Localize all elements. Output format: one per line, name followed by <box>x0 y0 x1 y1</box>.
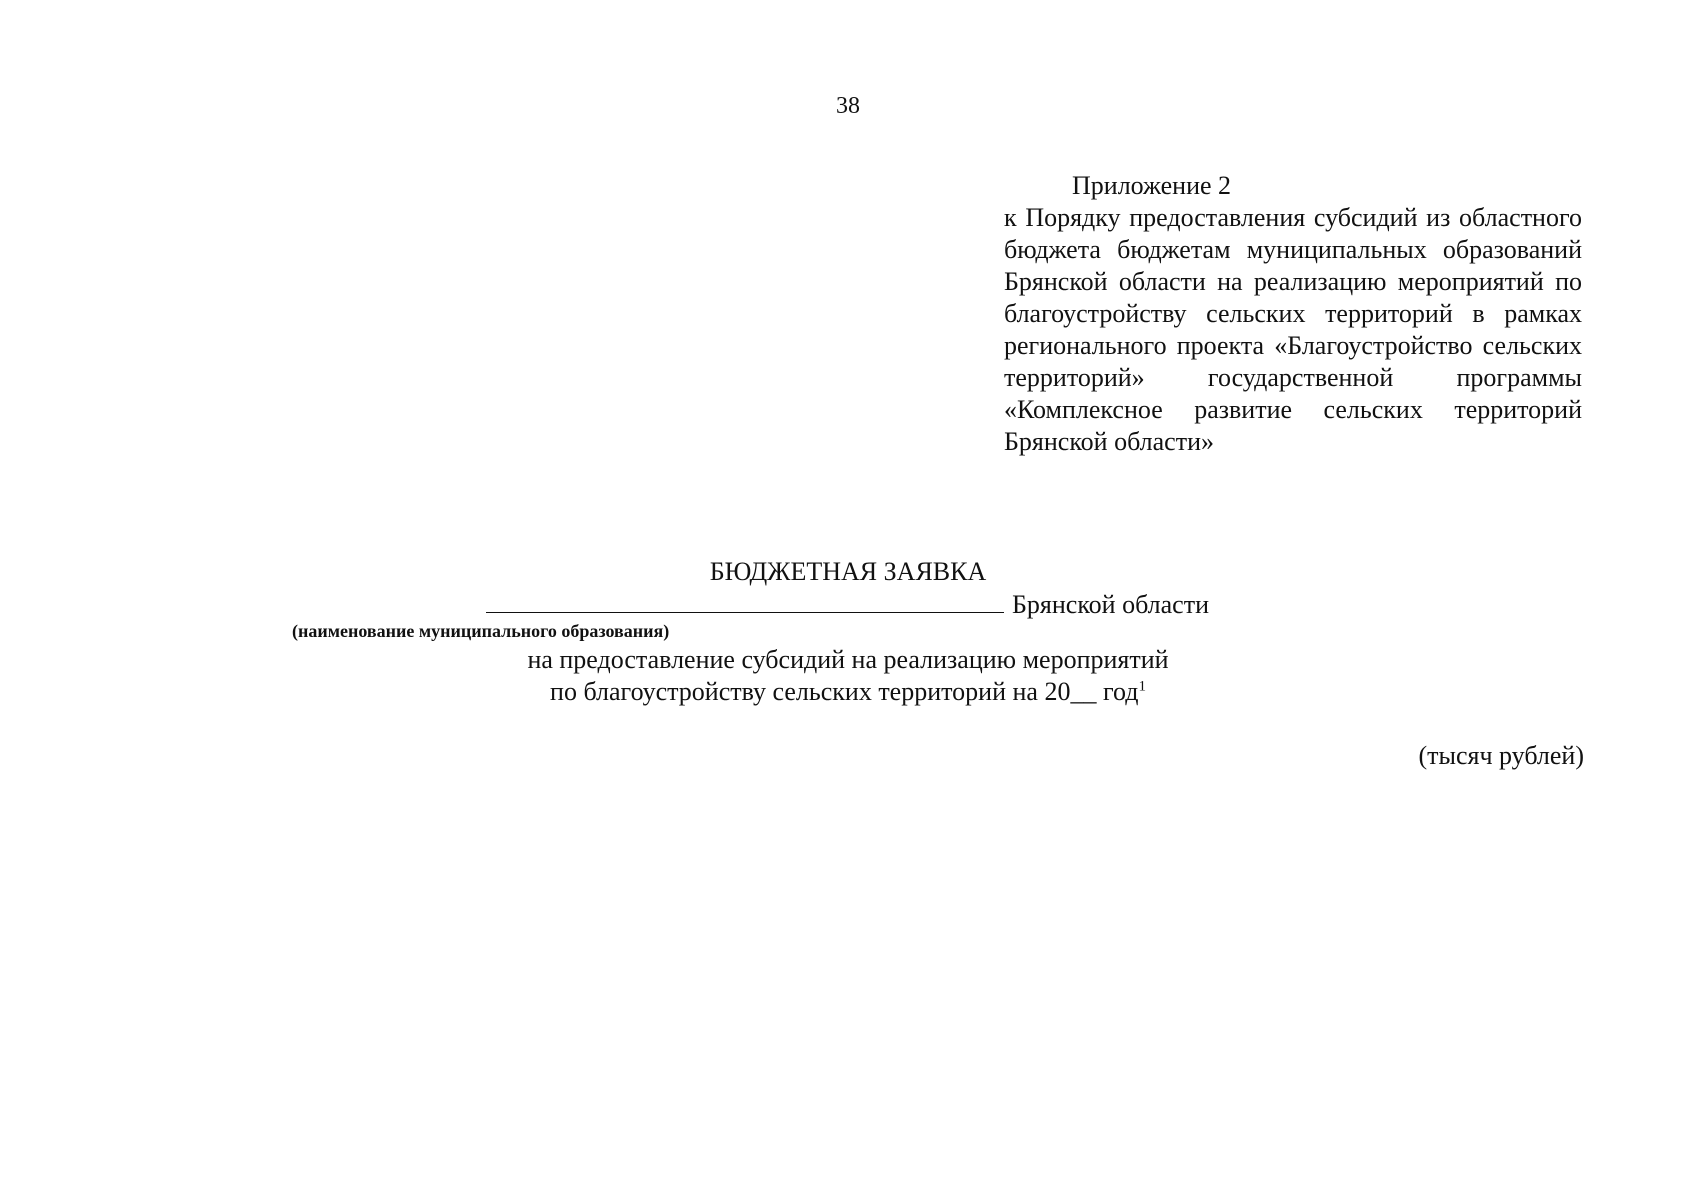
municipality-blank <box>486 588 1004 613</box>
subtitle-line-2: по благоустройству сельских территорий на 20__ год <box>550 677 1139 706</box>
municipality-caption: (наименование муниципального образования) <box>292 621 670 641</box>
page-number: 38 <box>836 93 860 119</box>
appendix-title: Приложение 2 <box>1072 171 1232 200</box>
municipality-line <box>486 588 1209 620</box>
document-title: БЮДЖЕТНАЯ ЗАЯВКА <box>709 557 987 586</box>
subtitle-line-1: на предоставление субсидий на реализацию мероприятий <box>527 645 1169 674</box>
subtitle-line-2-wrap <box>0 676 1696 708</box>
appendix-text: к Порядку предоставления субсидий из областного бюджета бюджетам муниципальных образований Брянской области на реализацию мероприятий по благоустройству сельских территорий в рамках регионального проекта «Благоустройство сельских территорий» государственной программы «Комплексное развитие сельских территорий Брянской области» <box>1004 203 1582 456</box>
units-label: (тысяч рублей) <box>1418 741 1584 770</box>
region-suffix: Брянской области <box>1012 590 1209 619</box>
document-subtitle <box>0 644 1696 708</box>
footnote-mark: 1 <box>1138 678 1146 695</box>
appendix-block <box>1004 170 1582 458</box>
